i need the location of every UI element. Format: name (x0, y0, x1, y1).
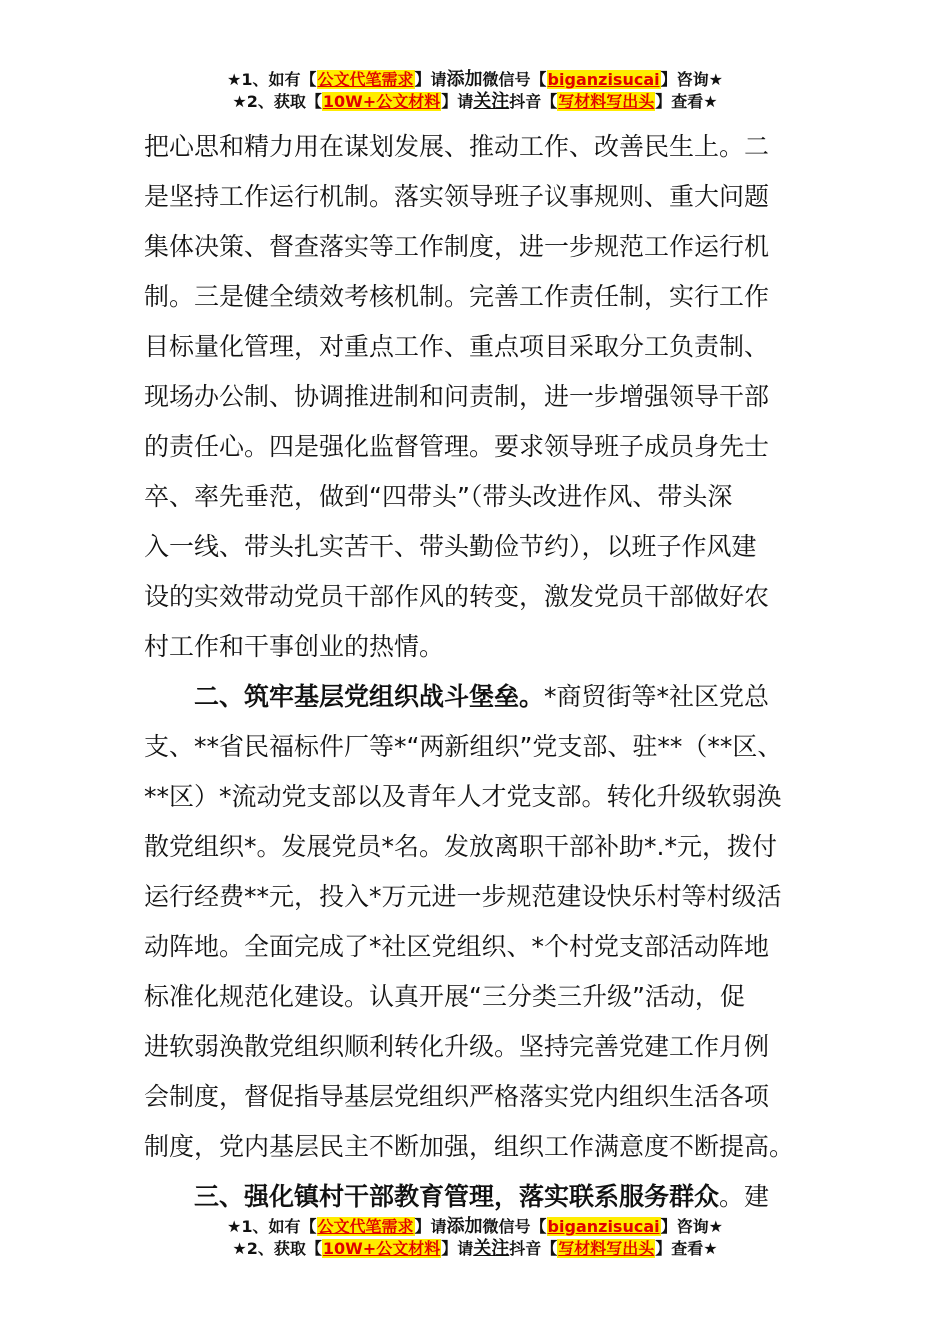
highlight-wechat-id: biganzisucai (547, 1217, 660, 1236)
body-line: 现场办公制、协调推进制和问责制，进一步增强领导干部 (144, 382, 770, 411)
body-line: 动阵地。全面完成了*社区党组织、*个村党支部活动阵地 (144, 932, 770, 961)
header-banner (0, 69, 950, 113)
highlight-service: 公文代笔需求 (317, 1217, 414, 1236)
body-line: 入一线、带头扎实苦干、带头勤俭节约），以班子作风建 (144, 532, 757, 561)
document-body (144, 122, 814, 1222)
body-line: 运行经费**元，投入*万元进一步规范建设快乐村等村级活 (144, 882, 782, 911)
body-line: 卒、率先垂范，做到“四带头”（带头改进作风、带头深 (144, 482, 733, 511)
body-line: 进软弱涣散党组织顺利转化升级。坚持完善党建工作月例 (144, 1032, 770, 1061)
section-2-heading: 二、筑牢基层党组织战斗堡垒。 (194, 682, 545, 711)
body-line: 散党组织*。发展党员*名。发放离职干部补助*.*元，拨付 (144, 832, 777, 861)
highlight-douyin: 写材料写出头 (558, 92, 655, 111)
body-line: 支、**省民福标件厂等*“两新组织”党支部、驻**（**区、 (144, 732, 783, 761)
body-line: 制度，党内基层民主不断加强，组织工作满意度不断提高。 (144, 1132, 795, 1161)
body-line: 目标量化管理，对重点工作、重点项目采取分工负责制、 (144, 332, 770, 361)
highlight-materials: 10W+公文材料 (322, 1239, 441, 1258)
section-3-heading: 三、强化镇村干部教育管理，落实联系服务群众 (194, 1182, 720, 1211)
highlight-wechat-id: biganzisucai (547, 70, 660, 89)
highlight-service: 公文代笔需求 (317, 70, 414, 89)
footer-banner (0, 1216, 950, 1260)
highlight-douyin: 写材料写出头 (558, 1239, 655, 1258)
body-line: 是坚持工作运行机制。落实领导班子议事规则、重大问题 (144, 182, 770, 211)
body-line: 设的实效带动党员干部作风的转变，激发党员干部做好农 (144, 582, 770, 611)
body-line: 的责任心。四是强化监督管理。要求领导班子成员身先士 (144, 432, 770, 461)
banner-line-2: ★2、获取【10W+公文材料】请关注抖音【写材料写出头】查看★ (232, 91, 718, 112)
body-line: 制。三是健全绩效考核机制。完善工作责任制，实行工作 (144, 282, 770, 311)
body-line: 标准化规范化建设。认真开展“三分类三升级”活动，促 (144, 982, 745, 1011)
highlight-materials: 10W+公文材料 (322, 92, 441, 111)
body-line: 集体决策、督查落实等工作制度，进一步规范工作运行机 (144, 232, 770, 261)
body-line: **区）*流动党支部以及青年人才党支部。转化升级软弱涣 (144, 782, 782, 811)
section-2-heading-line: 二、筑牢基层党组织战斗堡垒。*商贸街等*社区党总 (194, 682, 770, 711)
body-line: 会制度，督促指导基层党组织严格落实党内组织生活各项 (144, 1082, 770, 1111)
body-line: 把心思和精力用在谋划发展、推动工作、改善民生上。二 (144, 132, 770, 161)
banner-line-1: ★1、如有【公文代笔需求】请添加微信号【biganzisucai】咨询★ (227, 1216, 723, 1237)
banner-line-2: ★2、获取【10W+公文材料】请关注抖音【写材料写出头】查看★ (232, 1238, 718, 1259)
section-3-heading-line: 三、强化镇村干部教育管理，落实联系服务群众。建 (194, 1182, 770, 1211)
banner-line-1: ★1、如有【公文代笔需求】请添加微信号【biganzisucai】咨询★ (227, 69, 723, 90)
body-line: 村工作和干事创业的热情。 (144, 632, 445, 661)
